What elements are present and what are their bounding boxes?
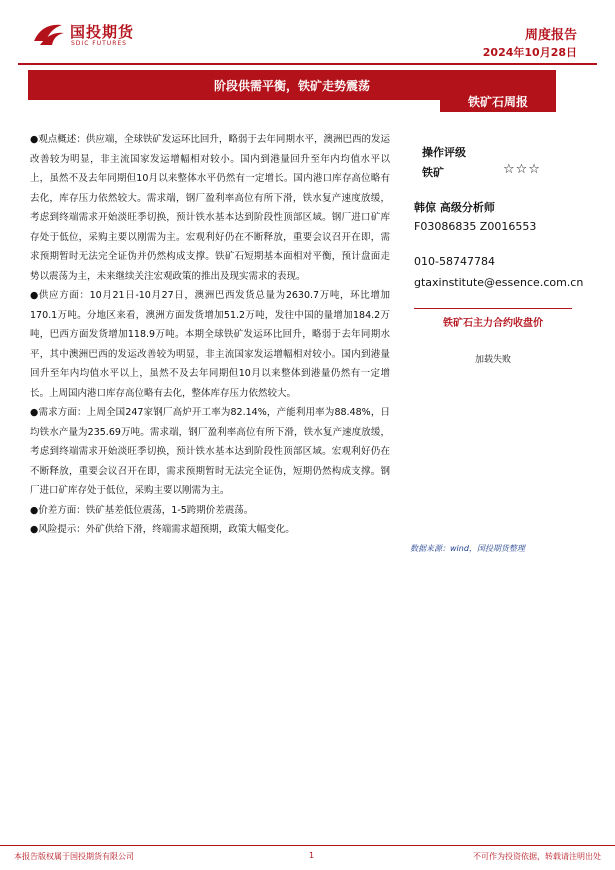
section-tab-label: 铁矿石周报 <box>467 95 528 109</box>
page-title: 阶段供需平衡，铁矿走势震荡 <box>213 79 370 93</box>
report-body <box>30 130 390 540</box>
paragraph-supply: ●供应方面：10月21日-10月27日，澳洲巴西发货总量为2630.7万吨，环比增加170.1万吨。分地区来看，澳洲方面发货增加51.2万吨，发往中国的量增加184.2万吨，巴西方面发货增加118.9万吨。本期全球铁矿发运环比回升，略弱于去年同期水平，其中澳洲巴西的发运改善较为明显，非主流国家发运增幅相对较小。国内到港量回升至年内均值水平以上，虽然不及去年同期但10月以来整体到港量仍然有一定增长。上周国内港口库存高位略有去化，整体库存压力依然较大。 <box>30 290 390 399</box>
company-logo <box>32 20 172 50</box>
chart-title: 铁矿石主力合约收盘价 <box>443 318 543 329</box>
footer-divider <box>0 845 615 846</box>
report-type: 周度报告 <box>524 28 577 43</box>
logo-mark-icon <box>32 21 66 47</box>
rating-stars: ☆☆☆ <box>503 162 541 177</box>
header-divider <box>18 63 597 65</box>
paragraph-overview: ●观点概述：供应端，全球铁矿发运环比回升，略弱于去年同期水平，澳洲巴西的发运改善较为明显，非主流国家发运增幅相对较小。国内到港量回升至年内均值水平以上，虽然不及去年同期但10月以来整体水平仍然有一定增长。国内港口库存高位略有去化，库存压力依然较大。需求端，钢厂盈利率高位有所下滑，铁水复产速度放缓，考虑到终端需求开始淡旺季切换，预计铁水基本达到阶段性顶部区域。钢厂进口矿库存处于低位，采购主要以刚需为主。宏观利好仍在不断释放，重要会议召开在即，需求预期暂时无法完全证伪并仍然构成支撑。铁矿石短期基本面相对平衡，预计盘面走势以震荡为主，未来继续关注宏观政策的推出及现实需求的表现。 <box>30 134 390 282</box>
report-date: 2024年10月28日 <box>482 46 577 59</box>
paragraph-risk: ●风险提示：外矿供给下滑，终端需求超预期，政策大幅变化。 <box>30 524 295 535</box>
chart-divider <box>414 308 572 309</box>
paragraph-spread: ●价差方面：铁矿基差低位震荡，1-5跨期价差震荡。 <box>30 504 254 516</box>
logo-subtext: SDIC FUTURES <box>71 40 127 47</box>
analyst-name: 韩倞 高级分析师 <box>414 201 495 214</box>
paragraph-demand: ●需求方面：上周全国247家钢厂高炉开工率为82.14%，产能利用率为88.48%，日均铁水产量为235.69万吨。需求端，钢厂盈利率高位有所下滑，铁水复产速度放缓，考虑到终端需求开始淡旺季切换，预计铁水基本达到阶段性顶部区域。宏观利好仍在不断释放，重要会议召开在即，需求预期暂时无法完全证伪，短期仍然构成支撑。钢厂进口矿库存处于低位，采购主要以刚需为主。 <box>30 407 390 496</box>
logo-text: 国投期货 <box>70 23 135 41</box>
chart-load-status: 加载失败 <box>474 355 511 365</box>
analyst-email[interactable]: gtaxinstitute@essence.com.cn <box>414 276 584 289</box>
analyst-phone: 010-58747784 <box>414 255 495 268</box>
data-source: 数据来源：wind，国投期货整理 <box>410 544 525 553</box>
rating-item: 铁矿 <box>422 166 444 179</box>
rating-title: 操作评级 <box>422 146 466 159</box>
footer-disclaimer: 不可作为投资依据，转载请注明出处 <box>473 852 601 861</box>
footer-copyright: 本报告版权属于国投期货有限公司 <box>14 852 134 861</box>
page-number: 1 <box>309 851 315 860</box>
analyst-id: F03086835 Z0016553 <box>414 220 537 233</box>
